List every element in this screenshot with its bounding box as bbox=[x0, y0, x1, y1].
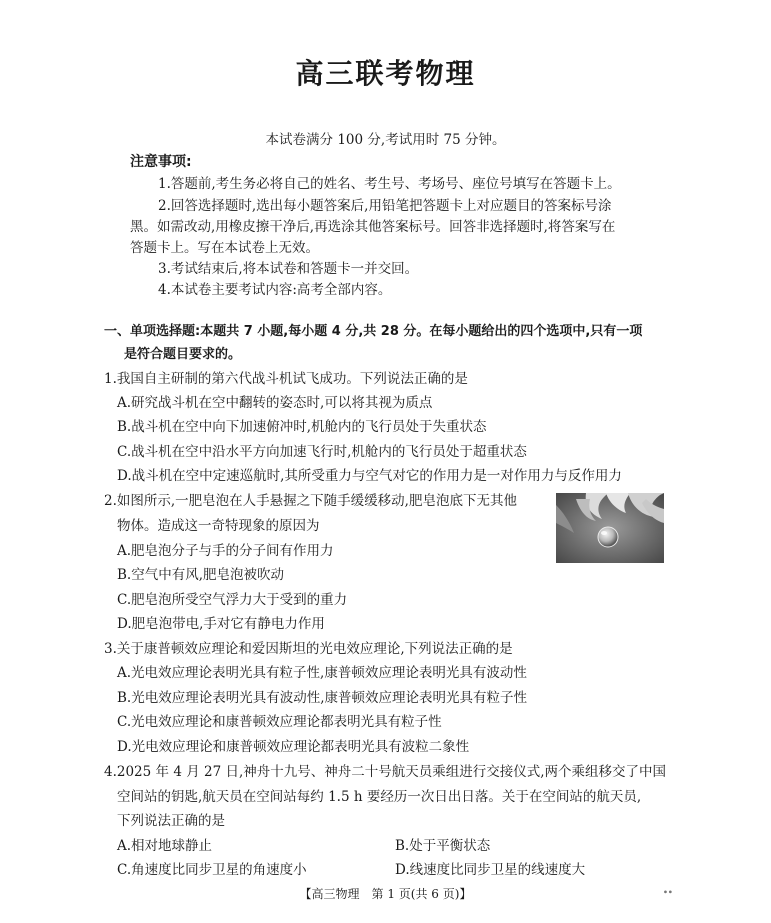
q3-option-a: A.光电效应理论表明光具有粒子性,康普顿效应理论表明光具有波动性 bbox=[117, 665, 527, 681]
notice-line-2c: 答题卡上。写在本试卷上无效。 bbox=[130, 240, 319, 256]
q3-option-d: D.光电效应理论和康普顿效应理论都表明光具有波粒二象性 bbox=[117, 739, 470, 755]
q3-stem: 3.关于康普顿效应理论和爱因斯坦的光电效应理论,下列说法正确的是 bbox=[104, 641, 513, 657]
footer-mark: ∙∙ bbox=[663, 887, 673, 898]
soap-bubble-photo bbox=[556, 493, 664, 563]
exam-info: 本试卷满分 100 分,考试用时 75 分钟。 bbox=[265, 132, 506, 148]
q4-stem-2: 空间站的钥匙,航天员在空间站每约 1.5 h 要经历一次日出日落。关于在空间站的航天员, bbox=[117, 789, 642, 805]
section-heading-line-2: 是符合题目要求的。 bbox=[124, 347, 242, 362]
q2-stem-1: 2.如图所示,一肥皂泡在人手悬握之下随手缓缓移动,肥皂泡底下无其他 bbox=[104, 493, 517, 509]
notice-line-4: 4.本试卷主要考试内容:高考全部内容。 bbox=[158, 282, 392, 298]
notice-line-3: 3.考试结束后,将本试卷和答题卡一并交回。 bbox=[158, 261, 419, 277]
q1-option-c: C.战斗机在空中沿水平方向加速飞行时,机舱内的飞行员处于超重状态 bbox=[117, 444, 527, 460]
q4-stem-3: 下列说法正确的是 bbox=[117, 813, 225, 829]
notice-line-2a: 2.回答选择题时,选出每小题答案后,用铅笔把答题卡上对应题目的答案标号涂 bbox=[158, 198, 612, 214]
q3-option-b: B.光电效应理论表明光具有波动性,康普顿效应理论表明光具有粒子性 bbox=[117, 690, 528, 706]
page-footer: 【高三物理 第 1 页(共 6 页)】 bbox=[299, 887, 472, 901]
q1-option-d: D.战斗机在空中定速巡航时,其所受重力与空气对它的作用力是一对作用力与反作用力 bbox=[117, 468, 622, 484]
q1-option-b: B.战斗机在空中向下加速俯冲时,机舱内的飞行员处于失重状态 bbox=[117, 419, 487, 435]
page-title: 高三联考物理 bbox=[295, 57, 476, 90]
notice-line-1: 1.答题前,考生务必将自己的姓名、考生号、考场号、座位号填写在答题卡上。 bbox=[158, 176, 621, 192]
q2-option-d: D.肥皂泡带电,手对它有静电力作用 bbox=[117, 616, 325, 632]
q4-option-c: C.角速度比同步卫星的角速度小 bbox=[117, 862, 307, 878]
q4-option-b: B.处于平衡状态 bbox=[395, 838, 491, 854]
q2-option-b: B.空气中有风,肥皂泡被吹动 bbox=[117, 567, 285, 583]
notice-heading: 注意事项: bbox=[130, 154, 192, 170]
q1-option-a: A.研究战斗机在空中翻转的姿态时,可以将其视为质点 bbox=[117, 395, 433, 411]
q4-stem-1: 4.2025 年 4 月 27 日,神舟十九号、神舟二十号航天员乘组进行交接仪式,两个乘组移交了中国 bbox=[104, 764, 667, 780]
q2-stem-2: 物体。造成这一奇特现象的原因为 bbox=[117, 518, 320, 534]
q4-option-a: A.相对地球静止 bbox=[117, 838, 213, 854]
q2-option-a: A.肥皂泡分子与手的分子间有作用力 bbox=[117, 543, 334, 559]
q1-stem: 1.我国自主研制的第六代战斗机试飞成功。下列说法正确的是 bbox=[104, 371, 468, 387]
q4-option-d: D.线速度比同步卫星的线速度大 bbox=[395, 862, 586, 878]
q3-option-c: C.光电效应理论和康普顿效应理论都表明光具有粒子性 bbox=[117, 714, 442, 730]
q2-option-c: C.肥皂泡所受空气浮力大于受到的重力 bbox=[117, 592, 348, 608]
notice-line-2b: 黑。如需改动,用橡皮擦干净后,再选涂其他答案标号。回答非选择题时,将答案写在 bbox=[130, 219, 616, 235]
section-heading-line-1: 一、单项选择题:本题共 7 小题,每小题 4 分,共 28 分。在每小题给出的四个选项中,只有一项 bbox=[104, 324, 643, 339]
